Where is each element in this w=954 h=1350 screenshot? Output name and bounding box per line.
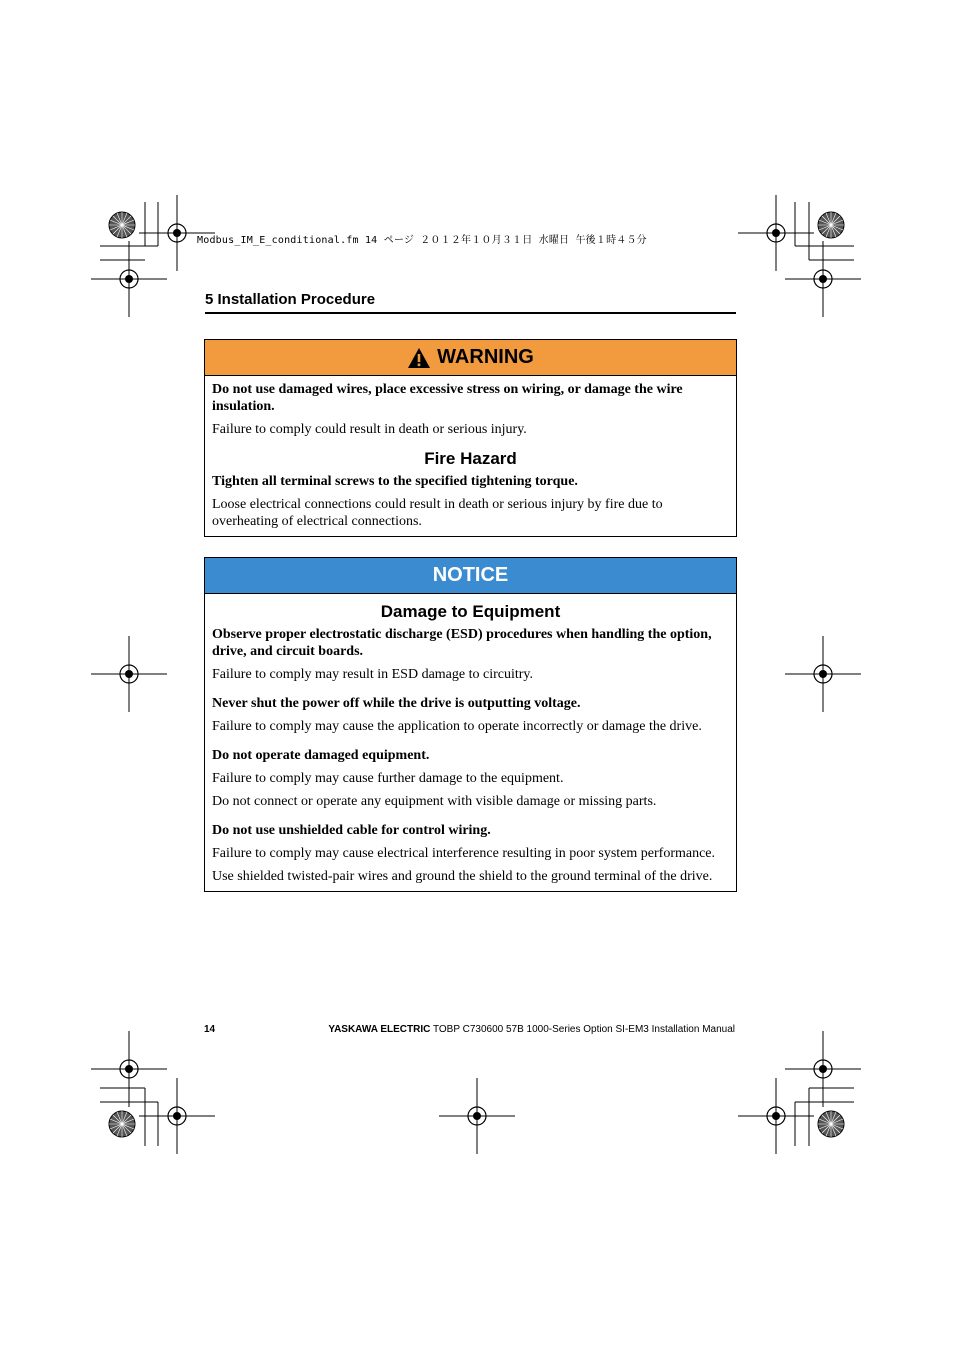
warning-content — [205, 376, 736, 536]
footer-doc-title: TOBP C730600 57B 1000-Series Option SI-EM3 Installation Manual — [430, 1024, 735, 1035]
notice-instruction: Do not use unshielded cable for control wiring. — [212, 823, 491, 838]
notice-consequence: Failure to comply may result in ESD damage to circuitry. — [212, 667, 534, 682]
footer-doc-info — [328, 1024, 735, 1035]
section-divider — [205, 312, 736, 314]
section-title: 5 Installation Procedure — [205, 291, 376, 308]
notice-extra: Use shielded twisted-pair wires and ground the shield to the ground terminal of the drive. — [212, 869, 713, 884]
notice-consequence: Failure to comply may cause electrical interference resulting in poor system performance. — [212, 846, 716, 861]
damage-to-equipment-heading: Damage to Equipment — [380, 602, 561, 621]
page-number: 14 — [204, 1024, 216, 1035]
warning-triangle-icon — [407, 347, 431, 369]
warning-label: WARNING — [437, 346, 534, 368]
warning-box — [204, 339, 737, 537]
warning-instruction: Do not use damaged wires, place excessive stress on wiring, or damage the wire insulation. — [212, 382, 683, 414]
notice-consequence: Failure to comply may cause further damage to the equipment. — [212, 771, 564, 786]
footer-brand: YASKAWA ELECTRIC — [328, 1024, 431, 1035]
print-filename-header: Modbus_IM_E_conditional.fm 14 ページ ２０１２年１０月３１日 水曜日 午後１時４５分 — [197, 235, 647, 246]
notice-consequence: Failure to comply may cause the application to operate incorrectly or damage the drive. — [212, 719, 702, 734]
notice-label: NOTICE — [432, 564, 509, 586]
notice-instruction: Never shut the power off while the drive is outputting voltage. — [212, 696, 581, 711]
fire-hazard-heading: Fire Hazard — [424, 449, 517, 468]
notice-header — [205, 558, 736, 594]
notice-extra: Do not connect or operate any equipment with visible damage or missing parts. — [212, 794, 657, 809]
fire-hazard-consequence: Loose electrical connections could result in death or serious injury by fire due to overheating of electrical connections. — [212, 497, 663, 529]
notice-instruction: Do not operate damaged equipment. — [212, 748, 430, 763]
notice-instruction: Observe proper electrostatic discharge (ESD) procedures when handling the option, drive, and circuit boards. — [212, 627, 712, 659]
fire-hazard-instruction: Tighten all terminal screws to the specified tightening torque. — [212, 474, 578, 489]
warning-consequence: Failure to comply could result in death or serious injury. — [212, 422, 527, 437]
notice-box — [204, 557, 737, 892]
warning-header — [205, 340, 736, 376]
notice-content — [205, 594, 736, 891]
